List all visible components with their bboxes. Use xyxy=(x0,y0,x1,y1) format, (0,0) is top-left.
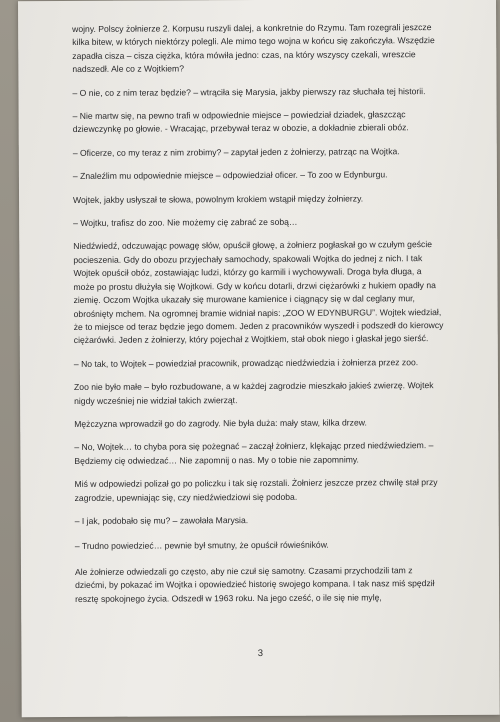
paragraph: Niedźwiedź, odczuwając powagę słów, opuścił głowę, a żołnierz pogłaskał go w czułym geście pocieszenia. Gdy do obozu przyjechały samochody, spakowali Wojtka do jednej z nich. I tak Wojtek opuścił obóz, zostawiając ludzi, którzy go karmili i wychowywali. Droga była długa, a może po prostu dłużyła się Wojtkowi. Gdy w końcu dotarli, drzwi ciężarówki z hukiem opadły na ziemię. Oczom Wojtka ukazały się murowane kamienice i ciągnący się w dal ceglany mur, obrośnięty mchem. Na ogromnej bramie widniał napis: „ZOO W EDYNBURGU”. Wojtek wiedział, że to miejsce od teraz będzie jego domem. Jeden z pracowników wyszedł i podszedł do kierowcy ciężarówki. Jeden z żołnierzy, który pojechał z Wojtkiem, stał obok niego i głaskał jego sierść. xyxy=(73,239,444,346)
paragraph: Zoo nie było małe – było rozbudowane, a w każdej zagrodzie mieszkało jakieś zwierzę. Wojtek nigdy wcześniej nie widział takich zwierząt. xyxy=(73,380,434,406)
paragraph: Wojtek, jakby usłyszał te słowa, powolnym krokiem wstąpił między żołnierzy. xyxy=(73,193,364,205)
paragraph: Miś w odpowiedzi polizał go po policzku i tak się rozstali. Żołnierz jeszcze przez chwilę stał przy zagrodzie, upewniając się, czy niedźwiedziowi się podoba. xyxy=(74,477,438,503)
paper-sheet xyxy=(18,0,500,717)
paragraph: – Oficerze, co my teraz z nim zrobimy? – zapytał jeden z żołnierzy, patrząc na Wojtka. xyxy=(72,146,400,158)
page-number: 3 xyxy=(257,647,264,660)
paragraph: – No, Wojtek… to chyba pora się pożegnać – zaczął żołnierz, klękając przed niedźwiedziem. – Będziemy cię odwiedzać… Nie zapomnij o nas. My o tobie nie zapomnimy. xyxy=(74,440,434,466)
document-body xyxy=(72,21,445,616)
paragraph: – No tak, to Wojtek – powiedział pracownik, prowadząc niedźwiedzia i żołnierza przez zoo. xyxy=(73,356,419,369)
paragraph: – O nie, co z nim teraz będzie? – wtrąciła się Marysia, jakby pierwszy raz słuchała tej historii. xyxy=(72,85,426,98)
paragraph: Ale żołnierze odwiedzali go często, aby nie czuł się samotny. Czasami przychodzili tam z dziećmi, by pokazać im Wojtka i opowiedzieć historię swojego kompana. I tak nasz miś spędził resztę spokojnego życia. Odszedł w 1963 roku. Na jego cześć, o ile się nie mylę, xyxy=(74,564,435,604)
paragraph: – Trudno powiedzieć… pewnie był smutny, że opuścił rówieśników. xyxy=(74,540,329,552)
paragraph: – Nie martw się, na pewno trafi w odpowiednie miejsce – powiedział dziadek, głaszcząc dziewczynkę po głowie. - Wracając, przebywał teraz w obozie, a dokładnie zbierali obóz. xyxy=(72,109,409,135)
paragraph: – Znaleźlim mu odpowiednie miejsce – odpowiedział oficer. – To zoo w Edynburgu. xyxy=(72,169,388,182)
paragraph: – I jak, podobało się mu? – zawołała Marysia. xyxy=(74,515,249,526)
paragraph: Mężczyzna wprowadził go do zagrody. Nie była duża: mały staw, kilka drzew. xyxy=(74,417,367,429)
paragraph: – Wojtku, trafisz do zoo. Nie możemy cię zabrać ze sobą… xyxy=(73,216,298,229)
paragraph: wojny. Polscy żołnierze 2. Korpusu ruszyli dalej, a konkretnie do Rzymu. Tam rozegrali jeszcze kilka bitew, w których niektórzy polegli. Ale mimo tego wojna w końcu się zakończyła. Wszędzie zapadła cisza – cisza ciężka, która mówiła jedno: czas, na który wszyscy czekali, wreszcie nadszedł. Ale co z Wojtkiem? xyxy=(72,22,435,75)
